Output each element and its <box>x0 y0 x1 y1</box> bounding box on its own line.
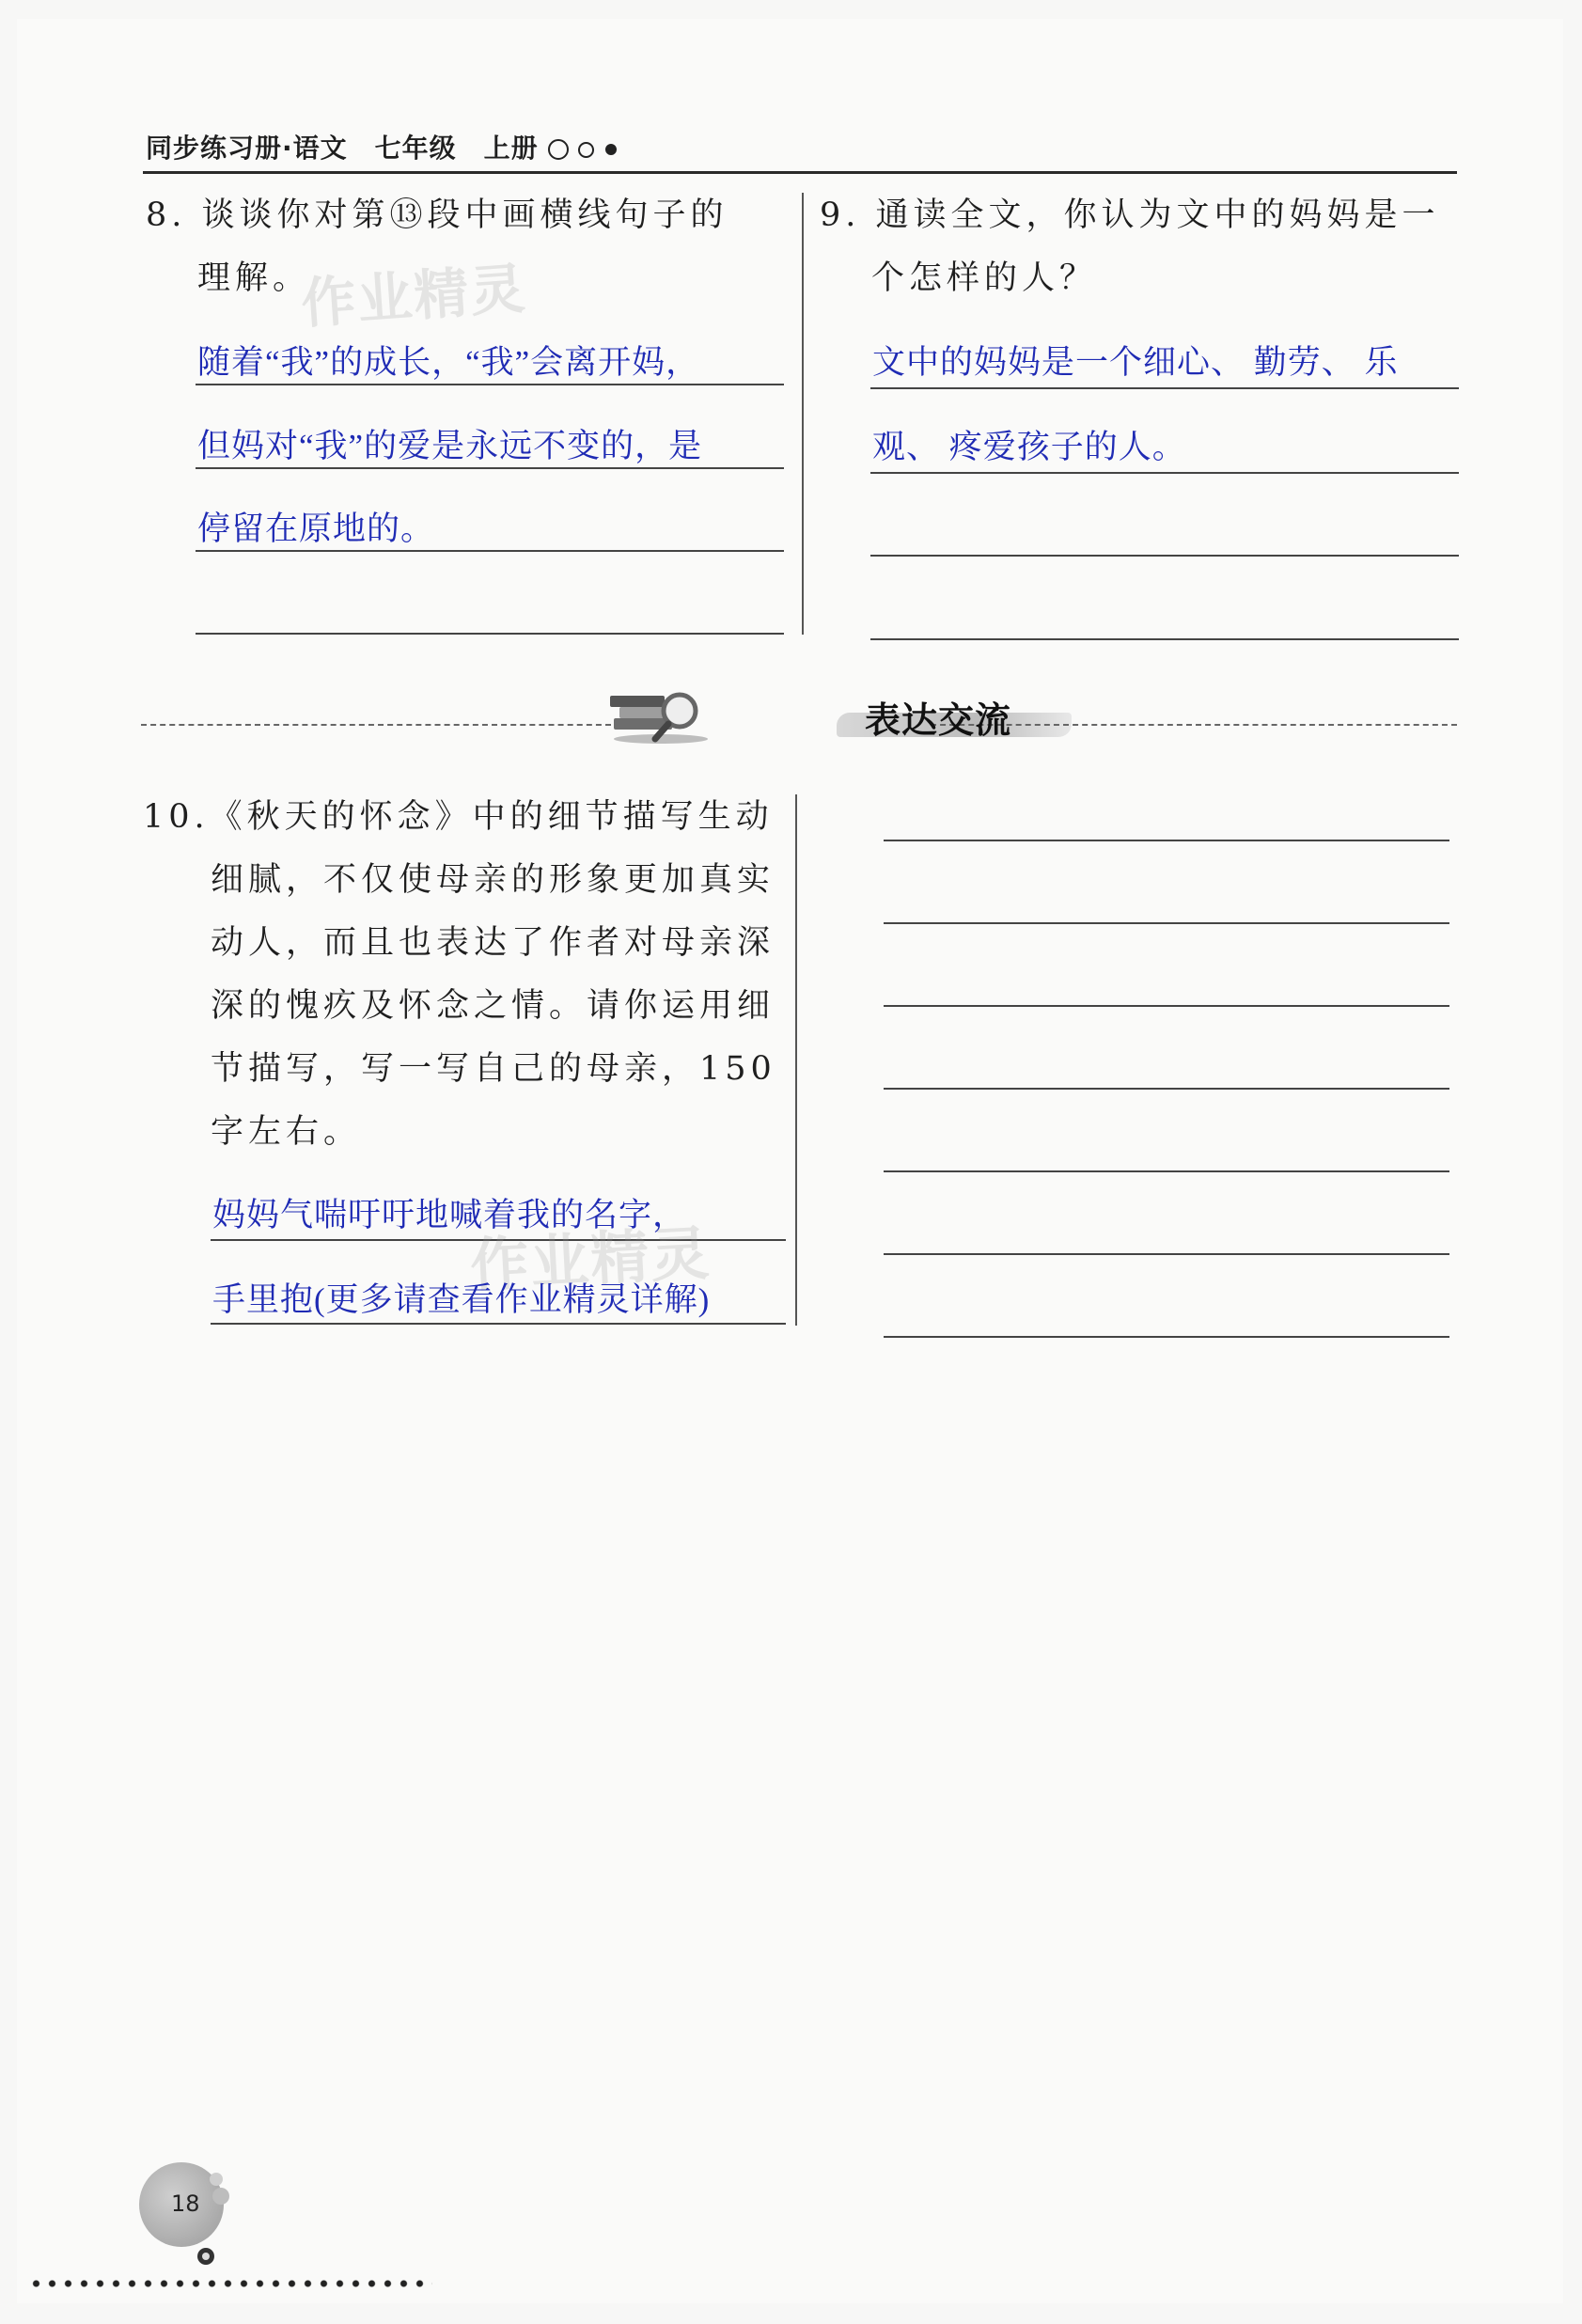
q10-answer-line-2: 手里抱(更多请查看作业精灵详解) <box>212 1281 711 1318</box>
writing-rule <box>884 1170 1449 1172</box>
column-divider <box>802 193 804 635</box>
q9-answer-rule <box>870 555 1459 557</box>
q9-answer-rule <box>870 472 1459 474</box>
writing-rule <box>884 1253 1449 1255</box>
q8-line-2: 理解。 <box>197 259 311 297</box>
q9-answer-rule <box>870 638 1459 640</box>
watermark: 作业精灵 <box>468 1218 713 1300</box>
q9-answer-line-2: 观、 疼爱孩子的人。 <box>872 429 1186 465</box>
q10-answer-line-1: 妈妈气喘吁吁地喊着我的名字， <box>212 1197 687 1233</box>
writing-rule <box>884 1005 1449 1007</box>
watermark: 作业精灵 <box>299 256 529 337</box>
writing-rule <box>884 1088 1449 1090</box>
q8-answer-line-2: 但妈对“我”的爱是永远不变的，是 <box>197 428 703 464</box>
header-title-text: 同步练习册·语文 七年级 上册 <box>146 133 539 164</box>
dashed-divider <box>141 724 611 726</box>
header-circle-icon <box>578 142 594 158</box>
q9-line-2: 个怎样的人？ <box>871 259 1098 297</box>
q8-answer-rule <box>196 467 784 469</box>
q9-answer-rule <box>870 387 1459 389</box>
writing-rule <box>884 840 1449 841</box>
section-header <box>141 686 1457 743</box>
header-dot-icon <box>605 144 617 155</box>
page-number: 18 <box>171 2191 200 2217</box>
header-rule <box>143 171 1457 174</box>
q8-answer-line-3: 停留在原地的。 <box>197 510 435 547</box>
q8-answer-rule <box>196 384 784 385</box>
q9-answer-line-1: 文中的妈妈是一个细心、 勤劳、 乐 <box>872 344 1399 381</box>
section-title: 表达交流 <box>865 699 1012 741</box>
column-divider <box>795 794 797 1326</box>
q8-line-1: 8. 谈谈你对第⑬段中画横线句子的 <box>146 196 728 234</box>
header-circle-icon <box>548 139 569 160</box>
q10-line-3: 动人，而且也表达了作者对母亲深 <box>211 924 775 962</box>
header-title <box>146 128 617 165</box>
q10-line-6: 字左右。 <box>211 1113 362 1151</box>
q10-line-1: 10.《秋天的怀念》中的细节描写生动 <box>143 798 774 836</box>
q8-answer-rule <box>196 633 784 635</box>
q8-answer-line-1: 随着“我”的成长，“我”会离开妈， <box>197 344 700 381</box>
q10-line-2: 细腻，不仅使母亲的形象更加真实 <box>211 861 775 899</box>
q10-line-5: 节描写，写一写自己的母亲，150 <box>211 1050 776 1088</box>
writing-rule <box>884 1336 1449 1338</box>
q8-answer-rule <box>196 550 784 552</box>
q9-line-1: 9. 通读全文，你认为文中的妈妈是一 <box>820 196 1440 234</box>
writing-rule <box>884 922 1449 924</box>
q10-line-4: 深的愧疚及怀念之情。请你运用细 <box>211 987 775 1025</box>
footer-dot-row <box>28 2280 432 2287</box>
q10-answer-rule <box>211 1323 786 1325</box>
books-magnifier-icon <box>606 686 719 745</box>
